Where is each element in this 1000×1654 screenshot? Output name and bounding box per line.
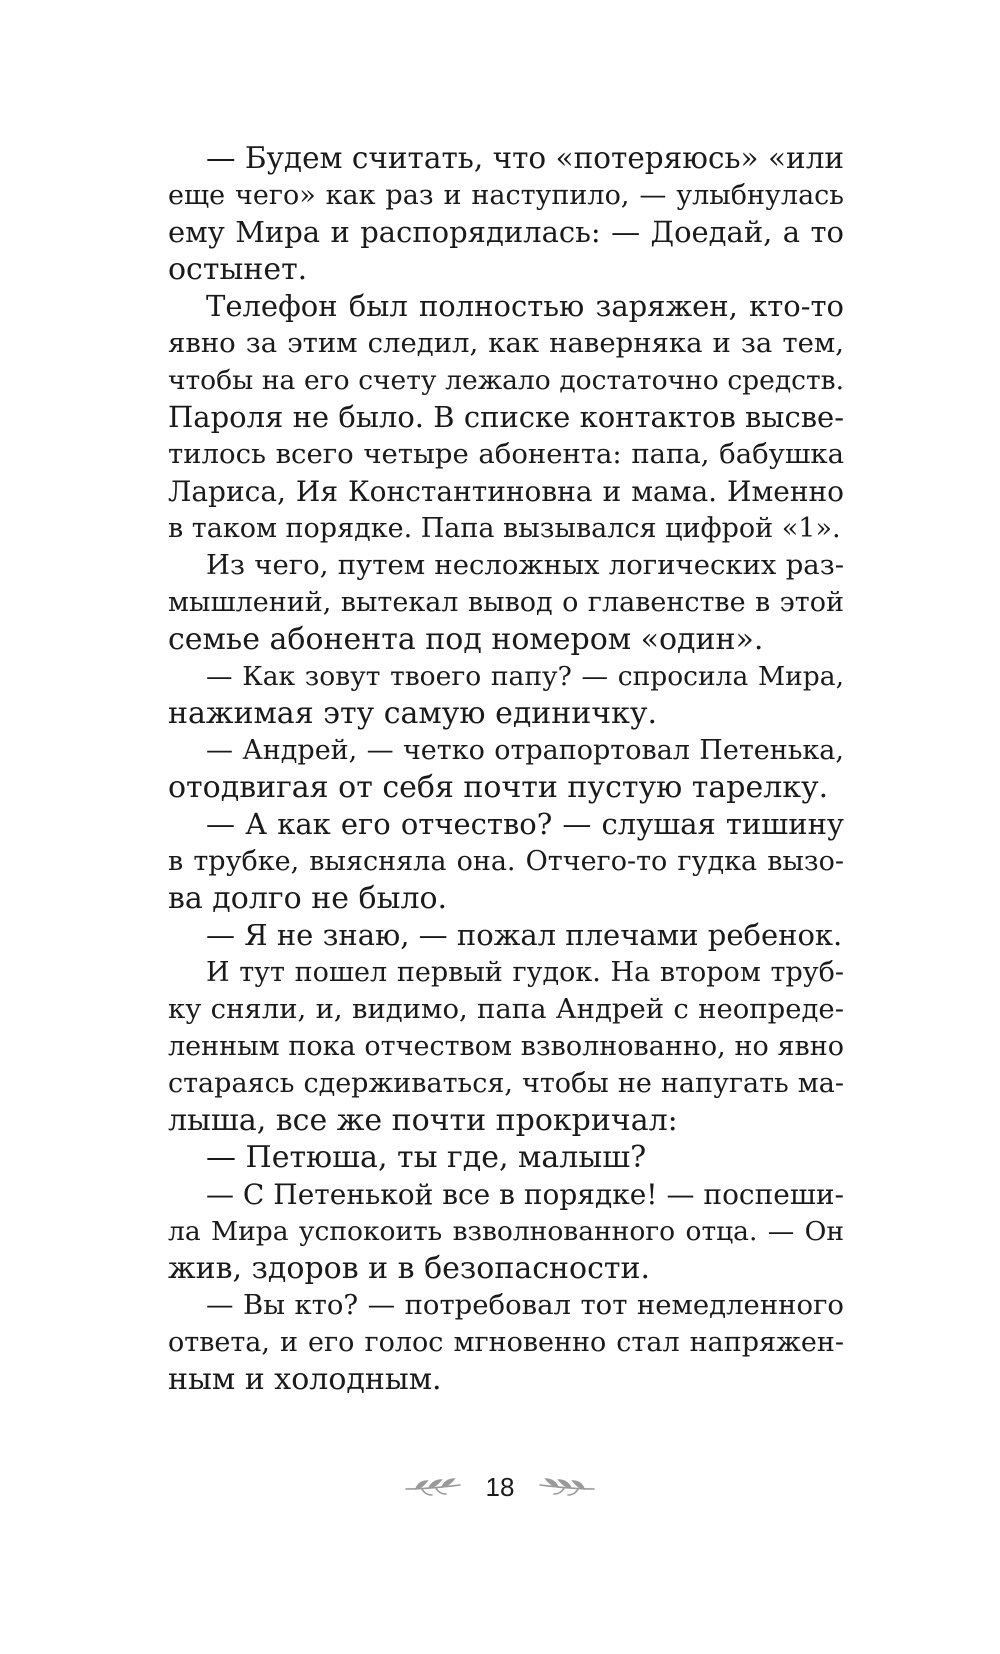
text-line: — С Петенькой все в порядке! — поспеши- bbox=[206, 1178, 844, 1211]
text-line: ным и холодным. bbox=[168, 1362, 442, 1397]
text-line: тилось всего четыре абонента: папа, бабушка bbox=[168, 438, 844, 470]
text-line: отодвигая от себя почти пустую тарелку. bbox=[168, 770, 829, 805]
text-line: — Андрей, — четко отрапортовал Петенька, bbox=[206, 735, 844, 766]
text-line: Из чего, путем несложных логических раз- bbox=[206, 549, 844, 581]
text-line: семье абонента под номером «один». bbox=[168, 622, 764, 657]
text-line: ку сняли, и, видимо, папа Андрей с неопреде- bbox=[168, 993, 844, 1025]
text-line: ла Мира успокоить взволнованного отца. — Он bbox=[168, 1216, 844, 1247]
text-line: в таком порядке. Папа вызывался цифрой «1». bbox=[168, 513, 841, 544]
text-line: — Будем считать, что «потеряюсь» «или bbox=[206, 141, 844, 175]
text-line: Пароля не было. В списке контактов высве- bbox=[168, 400, 844, 434]
text-line: мышлений, вытекал вывод о главенстве в этой bbox=[168, 587, 844, 618]
text-line: в трубке, выясняла она. Отчего-то гудка вызо- bbox=[168, 846, 844, 877]
text-line: — Как зовут твоего папу? — спросила Мира, bbox=[206, 661, 844, 692]
text-line: лыша, все же почти прокричал: bbox=[168, 1103, 678, 1138]
text-line: — А как его отчество? — слушая тишину bbox=[206, 807, 844, 841]
text-line: ему Мира и распорядилась: — Доедай, а то bbox=[168, 215, 844, 249]
right-sprig-icon bbox=[534, 1476, 598, 1498]
page-number: 18 bbox=[485, 1471, 515, 1502]
text-line: ва долго не было. bbox=[168, 881, 448, 916]
text-line: чтобы на его счету лежало достаточно средств. bbox=[168, 365, 844, 396]
text-line: явно за этим следил, как наверняка и за тем, bbox=[168, 327, 844, 359]
text-line: жив, здоров и в безопасности. bbox=[168, 1251, 651, 1286]
text-line: Телефон был полностью заряжен, кто-то bbox=[206, 289, 844, 323]
text-line: Лариса, Ия Константиновна и мама. Именно bbox=[168, 475, 844, 508]
text-line: И тут пошел первый гудок. На втором труб- bbox=[206, 957, 844, 988]
body-text bbox=[168, 140, 844, 1398]
text-line: ленным пока отчеством взволнованно, но явно bbox=[168, 1031, 844, 1062]
text-line: остынет. bbox=[168, 252, 308, 287]
text-line: еще чего» как раз и наступило, — улыбнулась bbox=[168, 180, 844, 211]
text-line: — Вы кто? — потребовал тот немедленного bbox=[206, 1289, 844, 1321]
left-sprig-icon bbox=[402, 1476, 466, 1498]
page-footer bbox=[0, 1462, 1000, 1512]
text-line: — Петюша, ты где, малыш? bbox=[206, 1140, 647, 1175]
text-line: стараясь сдерживаться, чтобы не напугать ма- bbox=[168, 1068, 844, 1099]
text-line: нажимая эту самую единичку. bbox=[168, 696, 658, 731]
text-line: ответа, и его голос мгновенно стал напряжен- bbox=[168, 1327, 844, 1358]
text-line: — Я не знаю, — пожал плечами ребенок. bbox=[206, 918, 843, 952]
